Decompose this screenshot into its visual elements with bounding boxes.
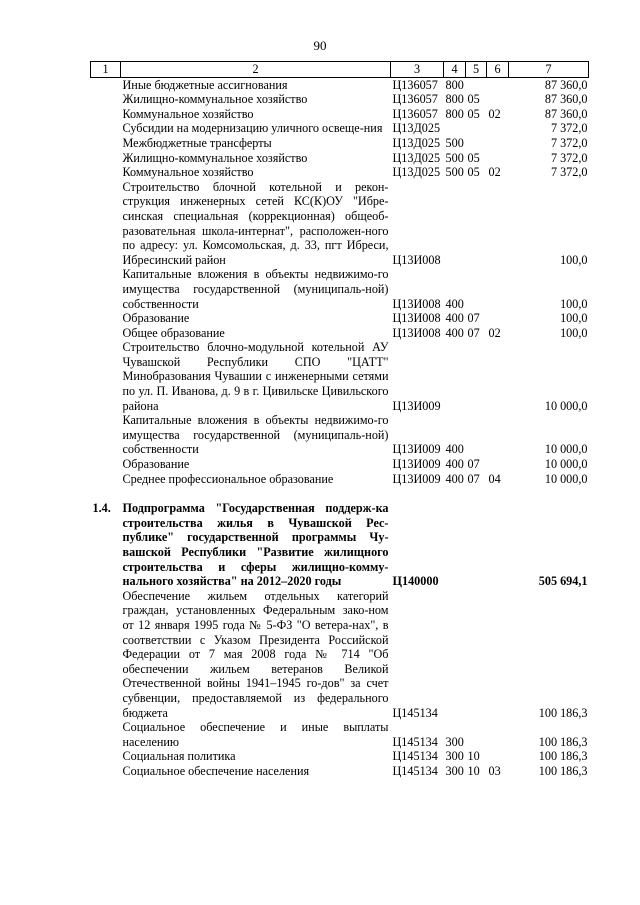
- table-row: [91, 472, 589, 487]
- item-name: Иные бюджетные ассигнования: [122, 77, 288, 92]
- amount: 7 372,0: [550, 135, 588, 150]
- table-row: [91, 121, 589, 136]
- item-name: Коммунальное хозяйство: [122, 106, 254, 121]
- amount: 100 186,3: [538, 734, 588, 749]
- expense-type: [444, 121, 466, 136]
- row-number: [91, 457, 121, 472]
- item-name: Жилищно-коммунальное хозяйство: [122, 92, 308, 107]
- subsection: [487, 720, 509, 749]
- table-row: [91, 501, 589, 589]
- expense-type: [444, 589, 466, 720]
- row-number: 1.4.: [92, 501, 111, 516]
- target-code: Ц13И009: [392, 471, 441, 486]
- item-name: Среднее профессиональное образование: [122, 471, 334, 486]
- subsection: 03: [488, 763, 501, 778]
- expense-type: 300: [445, 763, 464, 778]
- amount: 10 000,0: [544, 471, 588, 486]
- item-name: Социальное обеспечение населения: [122, 763, 310, 778]
- section: 07: [467, 457, 480, 472]
- expense-type: [444, 340, 466, 413]
- expense-type: 500: [445, 135, 464, 150]
- section: 05: [467, 106, 480, 121]
- target-code: Ц145134: [392, 734, 438, 749]
- section: [466, 501, 487, 589]
- subsection: [487, 340, 509, 413]
- section: 07: [467, 325, 480, 340]
- table-row: [91, 589, 589, 720]
- table-row: [91, 92, 589, 107]
- section: 07: [467, 471, 480, 486]
- item-name: Обеспечение жильем отдельных категорий граждан, установленных Федеральным зако-ном от 12 января 1995 года № 5-ФЗ "О ветера-нах", в соответствии с Указом Президента Российской Федерации от 7 мая 2008 года № 714 "Об обеспечении жильем ветеранов Великой Отечественной войны 1941–1945 го-дов" за счет субвенции, предоставляемой из федерального бюджета: [122, 588, 389, 720]
- row-number: [91, 472, 121, 487]
- amount: 7 372,0: [550, 165, 588, 180]
- section: [466, 267, 487, 311]
- subsection: 02: [488, 106, 501, 121]
- item-name: Капитальные вложения в объекты недвижимо-го имущества государственной (муниципаль-ной) собственности: [122, 413, 389, 457]
- row-number: [91, 92, 121, 107]
- item-name: Социальное обеспечение и иные выплаты населению: [122, 720, 389, 749]
- subsection: 02: [488, 325, 501, 340]
- expense-type: 800: [445, 92, 464, 107]
- target-code: Ц13Д025: [392, 150, 441, 165]
- target-code: Ц13Д025: [392, 121, 441, 136]
- header-col-3: 3: [391, 62, 444, 78]
- amount: 100 186,3: [538, 705, 588, 720]
- row-number: [91, 165, 121, 180]
- expense-type: 400: [445, 325, 464, 340]
- expense-type: 400: [445, 296, 464, 311]
- row-number: [91, 107, 121, 122]
- section: [466, 77, 487, 92]
- target-code: Ц13И009: [392, 442, 441, 457]
- expense-type: 500: [445, 165, 464, 180]
- item-name: Социальная политика: [122, 749, 236, 764]
- subsection: [487, 501, 509, 589]
- table-row: [91, 720, 589, 749]
- table-row: [91, 151, 589, 166]
- section: 05: [467, 150, 480, 165]
- amount: 87 360,0: [544, 77, 588, 92]
- item-name: Образование: [122, 311, 190, 326]
- section: [466, 340, 487, 413]
- target-code: Ц145134: [392, 749, 438, 764]
- row-number: [91, 764, 121, 779]
- subsection: [487, 267, 509, 311]
- table-header: [91, 62, 589, 78]
- header-col-2: 2: [121, 62, 391, 78]
- target-code: Ц136057: [392, 77, 438, 92]
- section: [466, 136, 487, 151]
- amount: 87 360,0: [544, 106, 588, 121]
- item-name: Строительство блочной котельной и рекон-струкция инженерных сетей КС(К)ОУ "Ибре-синская специальная (коррекционная) общеоб-разовательная школа-интернат", расположен-ного по адресу: ул. Комсомольская, д. 33, пгт Ибреси, Ибресинский район: [122, 179, 389, 267]
- item-name: Межбюджетные трансферты: [122, 135, 272, 150]
- page-number: 90: [313, 38, 327, 53]
- item-name: Жилищно-коммунальное хозяйство: [122, 150, 308, 165]
- amount: 7 372,0: [550, 121, 588, 136]
- table-row: [91, 267, 589, 311]
- amount: 10 000,0: [544, 398, 588, 413]
- expense-type: 500: [445, 150, 464, 165]
- expense-type: [444, 501, 466, 589]
- header-col-4: 4: [444, 62, 466, 78]
- row-number: [91, 749, 121, 764]
- table-row: [91, 77, 589, 92]
- row-number: [91, 326, 121, 341]
- header-col-6: 6: [487, 62, 509, 78]
- section: [466, 121, 487, 136]
- header-col-7: 7: [509, 62, 589, 78]
- section: [466, 413, 487, 457]
- row-number: [91, 267, 121, 311]
- item-name: Подпрограмма "Государственная поддерж-ка строительства жилья в Чувашской Рес-публике" государственной программы Чу-вашской Республики "Развитие жилищного строительства и сферы жилищно-комму-нального хозяйства" на 2012–2020 годы: [122, 501, 389, 589]
- target-code: Ц140000: [392, 574, 439, 589]
- amount: 100,0: [560, 252, 588, 267]
- item-name: Коммунальное хозяйство: [122, 165, 254, 180]
- row-number: [91, 589, 121, 720]
- expense-type: 300: [445, 749, 464, 764]
- item-name: Образование: [122, 457, 190, 472]
- table-row: [91, 165, 589, 180]
- header-col-5: 5: [466, 62, 487, 78]
- row-number: [91, 77, 121, 92]
- item-name: Субсидии на модернизацию уличного освеще-ния: [122, 121, 383, 136]
- budget-table: [90, 61, 589, 779]
- row-number: [91, 340, 121, 413]
- spacer-cell: [91, 486, 589, 501]
- table-row: [91, 340, 589, 413]
- row-number: [91, 180, 121, 268]
- table-row: [91, 107, 589, 122]
- header-col-1: 1: [91, 62, 121, 78]
- row-number: [91, 720, 121, 749]
- amount: 100 186,3: [538, 763, 588, 778]
- amount: 10 000,0: [544, 457, 588, 472]
- subsection: [487, 77, 509, 92]
- target-code: Ц13И009: [392, 457, 441, 472]
- section: 10: [467, 763, 480, 778]
- subsection: [487, 457, 509, 472]
- subsection: [487, 180, 509, 268]
- target-code: Ц145134: [392, 763, 438, 778]
- section: [466, 720, 487, 749]
- row-number: [91, 136, 121, 151]
- section: [466, 589, 487, 720]
- section: 07: [467, 311, 480, 326]
- subsection: [487, 92, 509, 107]
- subsection: [487, 413, 509, 457]
- expense-type: 300: [445, 734, 464, 749]
- target-code: Ц13Д025: [392, 165, 441, 180]
- amount: 100,0: [560, 311, 588, 326]
- table-body: [91, 77, 589, 778]
- amount: 100,0: [560, 296, 588, 311]
- item-name: Общее образование: [122, 325, 225, 340]
- subsection: [487, 589, 509, 720]
- expense-type: [444, 180, 466, 268]
- amount: 100,0: [560, 325, 588, 340]
- table-row: [91, 311, 589, 326]
- table-row: [91, 180, 589, 268]
- amount: 87 360,0: [544, 92, 588, 107]
- target-code: Ц136057: [392, 106, 438, 121]
- table-row: [91, 457, 589, 472]
- target-code: Ц13И008: [392, 311, 441, 326]
- section: [466, 180, 487, 268]
- target-code: Ц145134: [392, 705, 438, 720]
- item-name: Капитальные вложения в объекты недвижимо-го имущества государственной (муниципаль-ной) собственности: [122, 267, 389, 311]
- row-number: [91, 121, 121, 136]
- row-spacer: [91, 486, 589, 501]
- target-code: Ц13И008: [392, 325, 441, 340]
- target-code: Ц13И008: [392, 252, 441, 267]
- table-row: [91, 764, 589, 779]
- subsection: [487, 151, 509, 166]
- item-name: Строительство блочно-модульной котельной АУ Чувашской Республики СПО "ЦАТТ" Минобразования Чувашии с инженерными сетями по ул. П. Иванова, д. 9 в г. Цивильске Цивильского района: [122, 340, 389, 413]
- expense-type: 400: [445, 442, 464, 457]
- table-row: [91, 326, 589, 341]
- section: 05: [467, 165, 480, 180]
- expense-type: 400: [445, 311, 464, 326]
- expense-type: 400: [445, 457, 464, 472]
- subsection: [487, 121, 509, 136]
- subsection: [487, 311, 509, 326]
- amount: 100 186,3: [538, 749, 588, 764]
- expense-type: 800: [445, 106, 464, 121]
- expense-type: 400: [445, 471, 464, 486]
- target-code: Ц136057: [392, 92, 438, 107]
- table-row: [91, 136, 589, 151]
- amount: 7 372,0: [550, 150, 588, 165]
- target-code: Ц13Д025: [392, 135, 441, 150]
- row-number: [91, 151, 121, 166]
- table-row: [91, 749, 589, 764]
- target-code: Ц13И009: [392, 398, 441, 413]
- subsection: 02: [488, 165, 501, 180]
- row-number: [91, 413, 121, 457]
- subsection: 04: [488, 471, 501, 486]
- subsection: [487, 749, 509, 764]
- amount: 505 694,1: [538, 574, 588, 589]
- table-row: [91, 413, 589, 457]
- expense-type: 800: [445, 77, 464, 92]
- section: 05: [467, 92, 480, 107]
- subsection: [487, 136, 509, 151]
- target-code: Ц13И008: [392, 296, 441, 311]
- amount: 10 000,0: [544, 442, 588, 457]
- section: 10: [467, 749, 480, 764]
- row-number: [91, 311, 121, 326]
